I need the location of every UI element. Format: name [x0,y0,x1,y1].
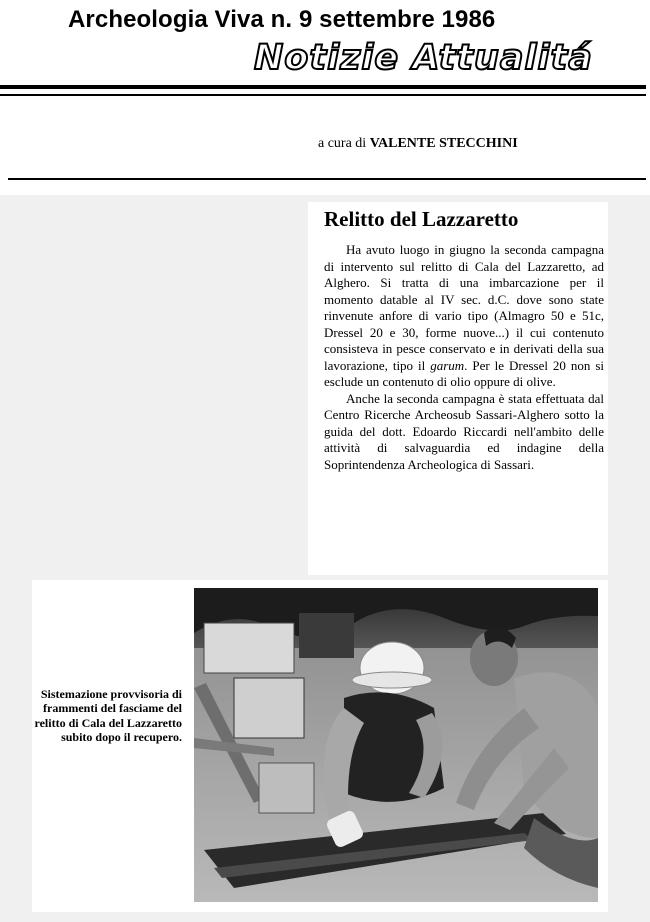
article-paragraph-2: Anche la seconda campagna è stata effettuata dal Centro Ricerche Archeosub Sassari-Alghero sotto la guida del dott. Edoardo Riccardi nell'ambito delle attività di salvaguardia ed indagine della Soprintendenza Archeologica di Sassari. [324,390,604,472]
section-logo: Notizie Attualitá [254,38,593,78]
masthead-title: Archeologia Viva n. 9 settembre 1986 [68,6,496,33]
article-body [324,242,604,473]
header-bottom-rule [8,178,646,180]
article-title: Relitto del Lazzaretto [324,207,519,231]
article-box [308,202,608,575]
p1-text: Ha avuto luogo in giugno la seconda campagna di intervento sul relitto di Cala del Lazzaretto, ad Alghero. Si tratta di una imbarcazione per il momento datable al IV sec. d.C. dove sono state rinvenute anfore di vario tipo (Almagro 50 e 51c, Dressel 20 e 30, forme nuove...) il cui contenuto consisteva in pesce conservato e in derivati della sua lavorazione, tipo il [324,242,604,373]
header-rule-thin [0,94,646,96]
header-rule-thick [0,85,646,89]
article-paragraph-1 [324,242,604,391]
excavation-photo [194,588,598,902]
byline-prefix: a cura di [318,136,367,151]
p1-emphasis: garum [430,357,465,373]
p1-text-end: . Per le Dressel 20 non si esclude un contenuto di olio oppure di olive. [324,357,604,389]
byline [318,136,518,152]
byline-name: VALENTE STECCHINI [369,136,518,151]
photo-caption: Sistemazione provvisoria di frammenti del fasciame del relitto di Cala del Lazzaretto subito dopo il recupero. [34,687,182,744]
